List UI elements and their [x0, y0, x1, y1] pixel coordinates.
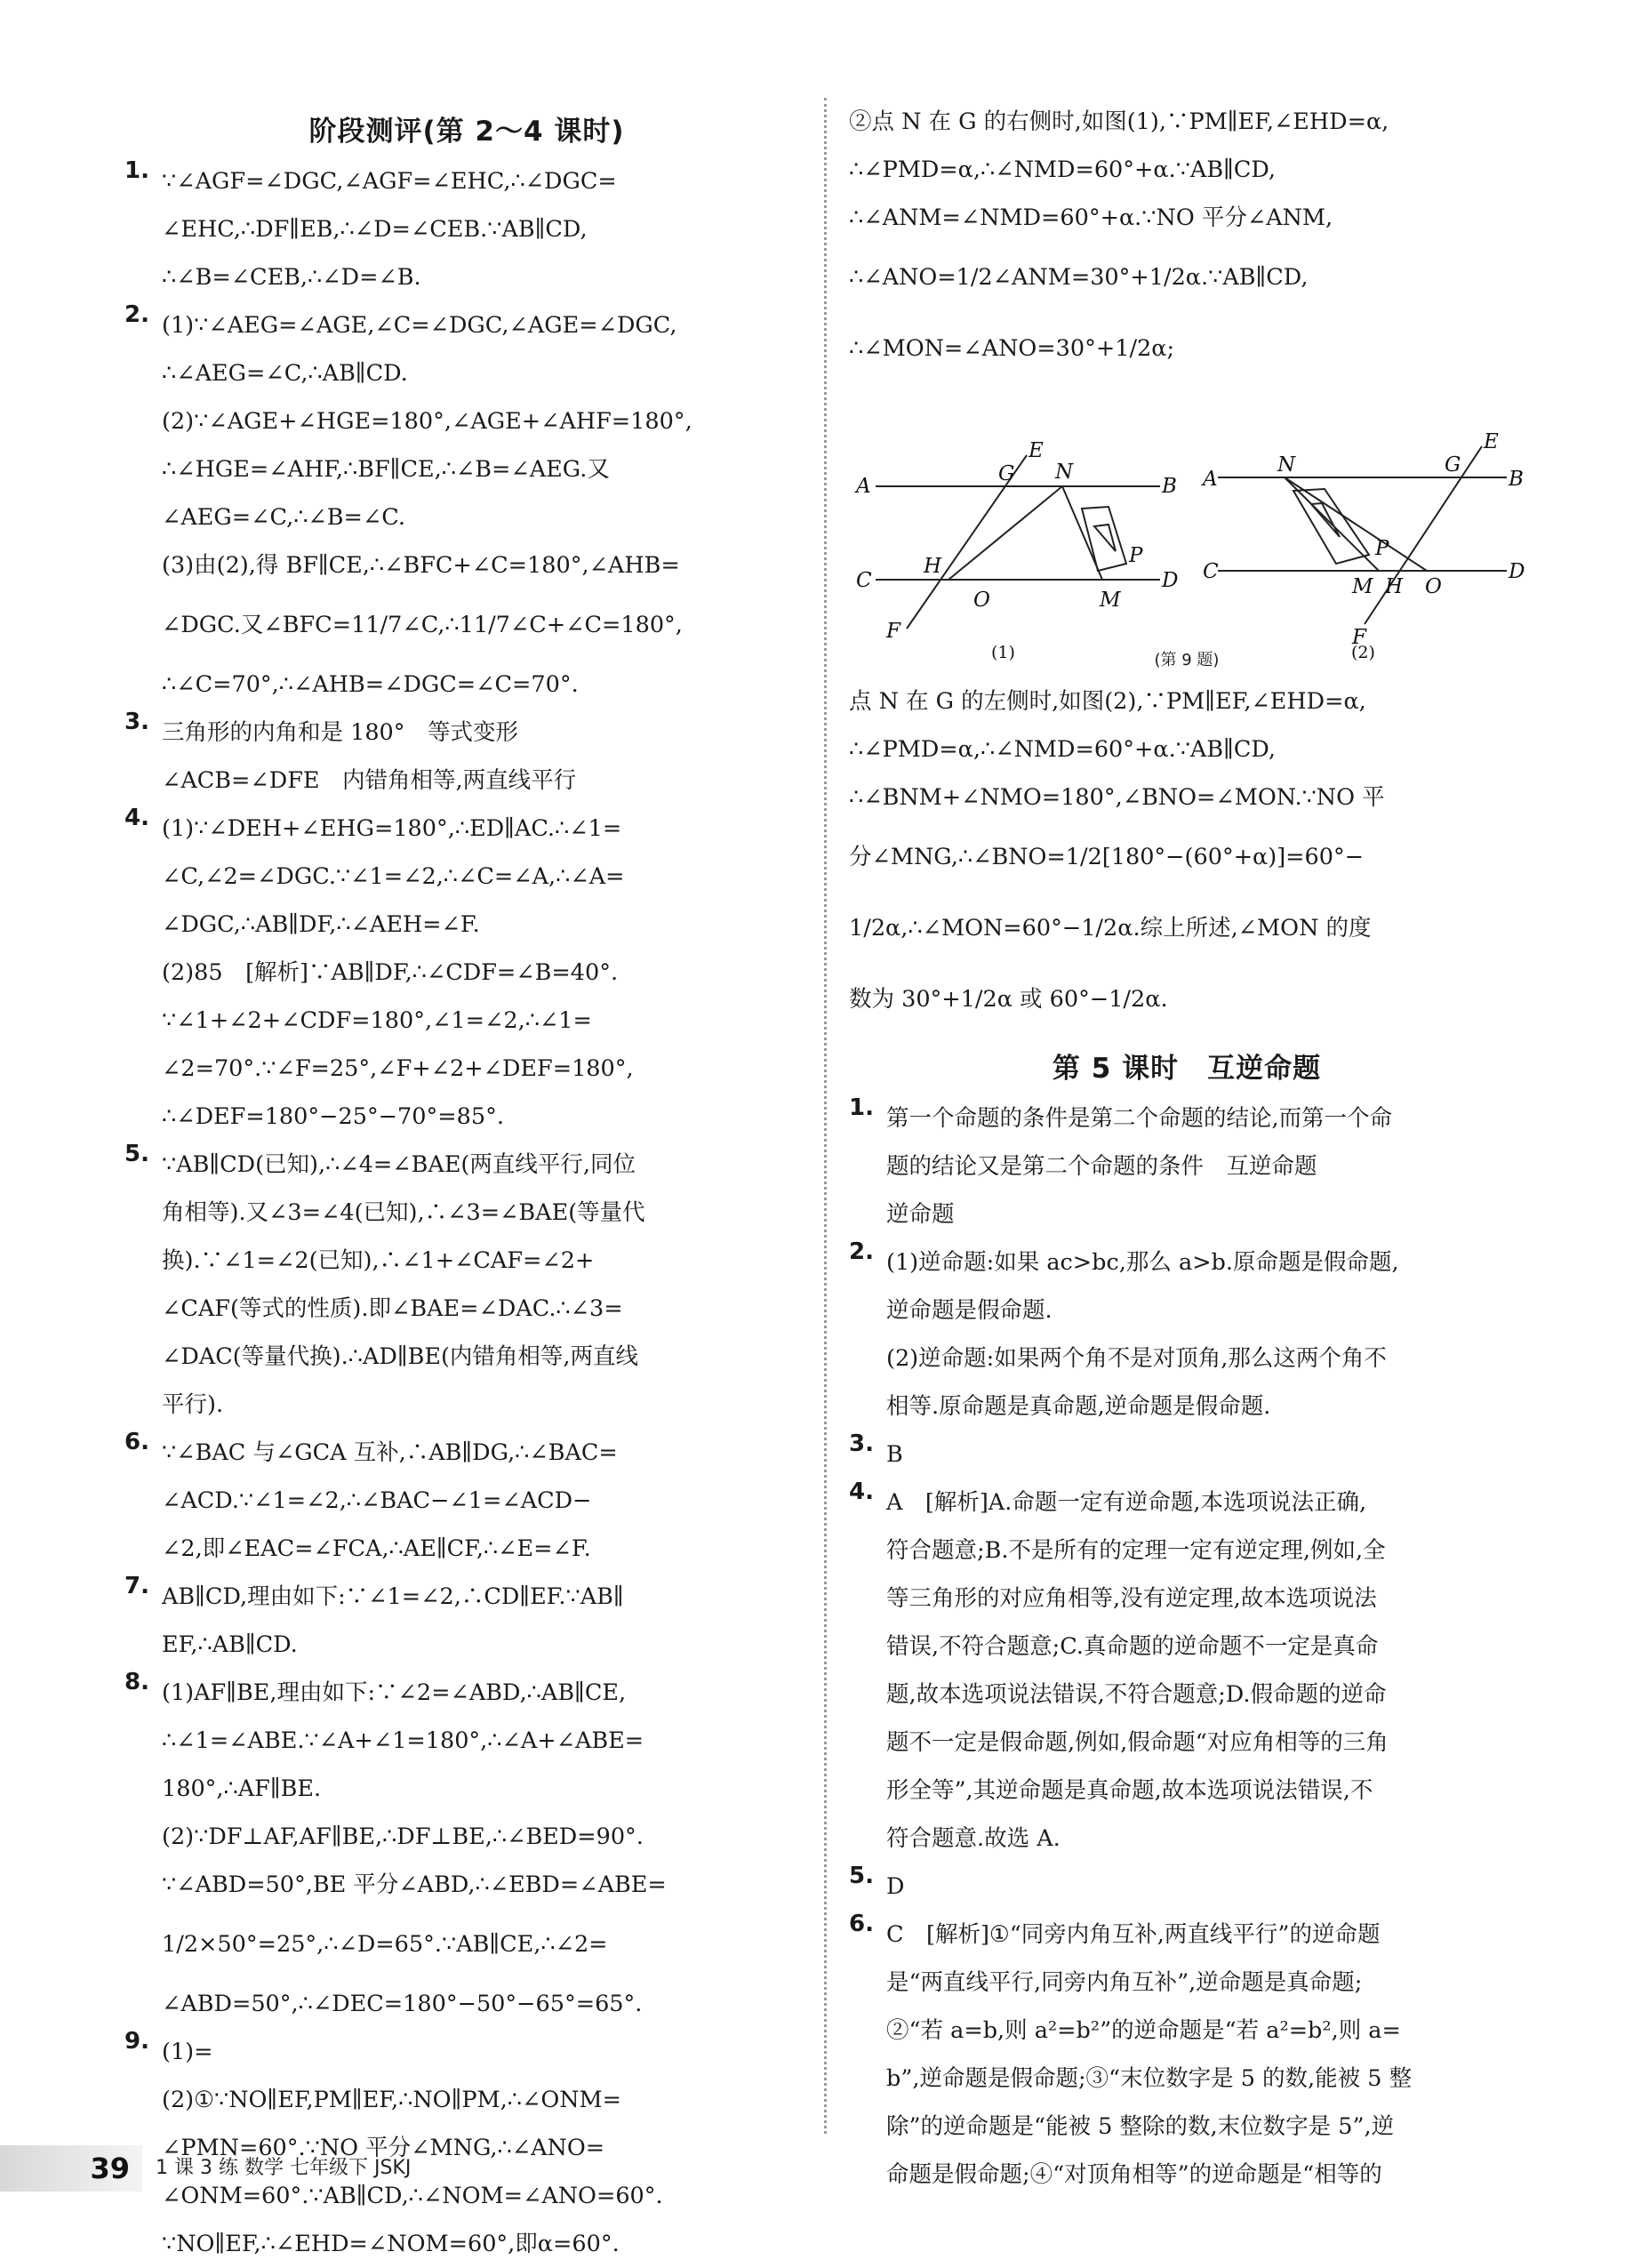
- answer-line: 题,故本选项说法错误,不符合题意;D.假命题的逆命: [886, 1681, 1387, 1708]
- right-column: [849, 98, 1525, 2199]
- fig1-point-label: H: [924, 555, 942, 578]
- answer-line: AB∥CD,理由如下:∵∠1=∠2,∴CD∥EF.∵AB∥: [162, 1583, 624, 1610]
- answer-number: 7.: [124, 1573, 149, 1599]
- fig2-point-label: E: [1484, 430, 1499, 453]
- answer-number: 6.: [849, 1911, 874, 1937]
- answer-item: [849, 1911, 1525, 2199]
- answer-number: 3.: [124, 709, 149, 735]
- answer-number: 8.: [124, 1669, 149, 1695]
- answer-line: 点 N 在 G 的左侧时,如图(2),∵PM∥EF,∠EHD=α,: [849, 688, 1366, 715]
- answer-line: ∠ACB=∠DFE 内错角相等,两直线平行: [162, 767, 577, 794]
- answer-line: (1)∵∠DEH+∠EHG=180°,∴ED∥AC.∴∠1=: [162, 815, 622, 842]
- fig2-label: (2): [1351, 643, 1375, 662]
- answer-item: [849, 1238, 1525, 1431]
- page-number: 39: [0, 2145, 142, 2192]
- answer-line: 逆命题: [886, 1201, 955, 1228]
- answer-line: 题不一定是假命题,例如,假命题“对应角相等的三角: [886, 1729, 1389, 1756]
- answer-line: ∴∠BNM+∠NMO=180°,∠BNO=∠MON.∵NO 平: [849, 784, 1385, 811]
- answer-number: 1.: [124, 157, 149, 184]
- answer-number: 9.: [124, 2028, 149, 2055]
- page-footer: [0, 2138, 622, 2200]
- answer-line: ∵AB∥CD(已知),∴∠4=∠BAE(两直线平行,同位: [162, 1151, 636, 1178]
- answer-line: 符合题意;B.不是所有的定理一定有逆定理,例如,全: [886, 1537, 1386, 1564]
- fig1-point-label: N: [1055, 461, 1074, 484]
- answer-item: [849, 1479, 1525, 1863]
- answer-line: 形全等”,其逆命题是真命题,故本选项说法错误,不: [886, 1777, 1373, 1804]
- left-answer-list: [124, 157, 809, 2268]
- fig1-point-label: E: [1029, 439, 1044, 462]
- fig2-point-label: M: [1352, 575, 1373, 598]
- line-no-2: [1285, 477, 1427, 571]
- answer-line: (2)∵∠AGE+∠HGE=180°,∠AGE+∠AHF=180°,: [162, 408, 692, 435]
- fig1-point-label: O: [973, 589, 990, 612]
- fig1-point-label: D: [1162, 569, 1179, 592]
- answer-number: 5.: [124, 1141, 149, 1167]
- answer-line: ∴∠ANO=1/2∠ANM=30°+1/2α.∵AB∥CD,: [849, 264, 1309, 291]
- answer-line: 逆命题是假命题.: [886, 1297, 1053, 1324]
- section-title-stage-test: 阶段测评(第 2～4 课时): [308, 116, 625, 148]
- answer-line: ∠C,∠2=∠DGC.∵∠1=∠2,∴∠C=∠A,∴∠A=: [162, 863, 625, 890]
- answer-line: 1/2×50°=25°,∴∠D=65°.∵AB∥CE,∴∠2=: [162, 1931, 608, 1958]
- answer-item: [124, 1141, 809, 1429]
- answer-line: ∴∠PMD=α,∴∠NMD=60°+α.∵AB∥CD,: [849, 736, 1277, 763]
- answer-line: 1/2α,∴∠MON=60°−1/2α.综上所述,∠MON 的度: [849, 915, 1372, 942]
- answer-item: [849, 1094, 1525, 1238]
- figure-q9: [849, 393, 1525, 669]
- answer-line: ∠PMN=60°.∵NO 平分∠MNG,∴∠ANO=: [162, 2135, 605, 2161]
- answer-item: [849, 1431, 1525, 1479]
- answer-item: [124, 301, 809, 709]
- answer-line: 平行).: [162, 1391, 224, 1418]
- answer-line: 角相等).又∠3=∠4(已知),∴∠3=∠BAE(等量代: [162, 1199, 645, 1226]
- fig1-point-label: A: [856, 475, 871, 498]
- fig1-point-label: F: [886, 620, 901, 643]
- answer-line: ∠DAC(等量代换).∴AD∥BE(内错角相等,两直线: [162, 1343, 639, 1370]
- answer-line: (2)85 [解析]∵AB∥DF,∴∠CDF=∠B=40°.: [162, 959, 619, 986]
- fig2-point-label: O: [1425, 575, 1442, 598]
- fig2-point-label: N: [1277, 453, 1296, 477]
- answer-number: 1.: [849, 1094, 874, 1121]
- fig1-point-label: B: [1162, 475, 1177, 498]
- answer-line: C [解析]①“同旁内角互补,两直线平行”的逆命题: [886, 1921, 1381, 1948]
- answer-line: ∠ACD.∵∠1=∠2,∴∠BAC−∠1=∠ACD−: [162, 1487, 592, 1514]
- answer-line: ∴∠HGE=∠AHF,∴BF∥CE,∴∠B=∠AEG.又: [162, 456, 610, 483]
- answer-line: ∠ONM=60°.∵AB∥CD,∴∠NOM=∠ANO=60°.: [162, 2183, 663, 2209]
- fig1-point-label: M: [1100, 589, 1121, 612]
- answer-line: ∠AEG=∠C,∴∠B=∠C.: [162, 504, 405, 531]
- answer-line: ∵NO∥EF,∴∠EHD=∠NOM=60°,即α=60°.: [162, 2231, 620, 2257]
- answer-number: 3.: [849, 1431, 874, 1457]
- answer-line: ∠ABD=50°,∴∠DEC=180°−50°−65°=65°.: [162, 1991, 643, 2017]
- answer-line: ∵∠AGF=∠DGC,∠AGF=∠EHC,∴∠DGC=: [162, 168, 617, 195]
- section-title-lesson-5: 第 5 课时 互逆命题: [1052, 1053, 1322, 1085]
- line-no-1: [949, 486, 1062, 580]
- answer-line: ∠2,即∠EAC=∠FCA,∴AE∥CF,∴∠E=∠F.: [162, 1535, 591, 1562]
- answer-item: [124, 709, 809, 805]
- answer-line: EF,∴AB∥CD.: [162, 1631, 298, 1658]
- answer-line: ∠EHC,∴DF∥EB,∴∠D=∠CEB.∵AB∥CD,: [162, 216, 588, 243]
- line-ef-2: [1365, 446, 1482, 624]
- column-divider: [824, 98, 827, 2134]
- answer-line: ∴∠DEF=180°−25°−70°=85°.: [162, 1103, 504, 1130]
- fig2-point-label: G: [1445, 453, 1461, 477]
- answer-line: ②“若 a=b,则 a²=b²”的逆命题是“若 a²=b²,则 a=: [886, 2017, 1401, 2044]
- answer-line: 三角形的内角和是 180° 等式变形: [162, 719, 519, 746]
- answer-line: ∠CAF(等式的性质).即∠BAE=∠DAC.∴∠3=: [162, 1295, 623, 1322]
- q9-continuation: [849, 98, 1525, 384]
- answer-item: [124, 805, 809, 1141]
- answer-number: 6.: [124, 1429, 149, 1455]
- answer-line: 题的结论又是第二个命题的条件 互逆命题: [886, 1153, 1317, 1180]
- answer-line: (2)①∵NO∥EF,PM∥EF,∴NO∥PM,∴∠ONM=: [162, 2087, 622, 2113]
- answer-line: ∠2=70°.∵∠F=25°,∠F+∠2+∠DEF=180°,: [162, 1055, 634, 1082]
- fig2-point-label: B: [1509, 468, 1524, 491]
- answer-line: 180°,∴AF∥BE.: [162, 1775, 322, 1802]
- figure-1-labels: [854, 439, 1178, 662]
- answer-line: A [解析]A.命题一定有逆命题,本选项说法正确,: [886, 1489, 1367, 1516]
- fig2-point-label: D: [1509, 560, 1525, 583]
- answer-number: 4.: [124, 805, 149, 831]
- answer-item: [124, 157, 809, 301]
- answer-line: 第一个命题的条件是第二个命题的结论,而第一个命: [886, 1105, 1393, 1132]
- answer-line: 数为 30°+1/2α 或 60°−1/2α.: [849, 986, 1168, 1013]
- fig2-point-label: H: [1385, 575, 1404, 598]
- figure-caption: (第 9 题): [1154, 651, 1220, 669]
- answer-line: D: [886, 1873, 905, 1900]
- answer-line: ∵∠ABD=50°,BE 平分∠ABD,∴∠EBD=∠ABE=: [162, 1871, 667, 1898]
- fig2-point-label: F: [1352, 626, 1366, 649]
- answer-line: (3)由(2),得 BF∥CE,∴∠BFC+∠C=180°,∠AHB=: [162, 552, 680, 579]
- answer-line: b”,逆命题是假命题;③“末位数字是 5 的数,能被 5 整: [886, 2065, 1413, 2092]
- answer-line: ∴∠AEG=∠C,∴AB∥CD.: [162, 360, 408, 387]
- answer-line: 等三角形的对应角相等,没有逆定理,故本选项说法: [886, 1585, 1377, 1612]
- fig1-label: (1): [991, 643, 1015, 662]
- answer-line: ∵∠BAC 与∠GCA 互补,∴AB∥DG,∴∠BAC=: [162, 1439, 618, 1466]
- answer-line: 换).∵∠1=∠2(已知),∴∠1+∠CAF=∠2+: [162, 1247, 595, 1274]
- right-answer-list: [849, 1094, 1525, 2199]
- answer-line: 分∠MNG,∴∠BNO=1/2[180°−(60°+α)]=60°−: [849, 844, 1365, 870]
- answer-line: ∴∠C=70°,∴∠AHB=∠DGC=∠C=70°.: [162, 671, 579, 698]
- answer-number: 2.: [124, 301, 149, 328]
- answer-line: (1)=: [162, 2039, 213, 2065]
- q9-conclusion: [849, 677, 1525, 1035]
- answer-line: ∴∠MON=∠ANO=30°+1/2α;: [849, 335, 1175, 362]
- answer-line: ∴∠1=∠ABE.∵∠A+∠1=180°,∴∠A+∠ABE=: [162, 1727, 644, 1754]
- fig2-point-label: P: [1375, 537, 1389, 560]
- answer-line: 符合题意.故选 A.: [886, 1825, 1061, 1852]
- left-column: [124, 98, 809, 2268]
- fig1-point-label: G: [998, 462, 1015, 485]
- answer-line: (1)AF∥BE,理由如下:∵∠2=∠ABD,∴AB∥CE,: [162, 1679, 627, 1706]
- answer-number: 5.: [849, 1863, 874, 1889]
- answer-line: 除”的逆命题是“能被 5 整除的数,末位数字是 5”,逆: [886, 2113, 1395, 2140]
- answer-line: B: [886, 1441, 903, 1468]
- set-square-hole-2: [1311, 503, 1340, 537]
- answer-line: 是“两直线平行,同旁内角互补”,逆命题是真命题;: [886, 1969, 1363, 1996]
- answer-line: (1)∵∠AEG=∠AGE,∠C=∠DGC,∠AGE=∠DGC,: [162, 312, 677, 339]
- answer-line: 错误,不符合题意;C.真命题的逆命题不一定是真命: [886, 1633, 1379, 1660]
- answer-line: ∠DGC,∴AB∥DF,∴∠AEH=∠F.: [162, 911, 480, 938]
- answer-line: 命题是假命题;④“对顶角相等”的逆命题是“相等的: [886, 2161, 1382, 2188]
- fig2-point-label: A: [1203, 468, 1218, 491]
- answer-number: 4.: [849, 1479, 874, 1505]
- fig1-point-label: P: [1129, 544, 1143, 567]
- answer-line: (2)逆命题:如果两个角不是对顶角,那么这两个角不: [886, 1345, 1387, 1372]
- fig1-point-label: C: [856, 569, 872, 592]
- answer-number: 2.: [849, 1238, 874, 1265]
- answer-item: [124, 1429, 809, 1573]
- book-title: 1 课 3 练 数学 七年级下 JSKJ: [156, 2157, 412, 2179]
- answer-line: ∴∠PMD=α,∴∠NMD=60°+α.∵AB∥CD,: [849, 156, 1277, 183]
- figure-q9-drawing: [849, 393, 1525, 669]
- answer-line: 相等.原命题是真命题,逆命题是假命题.: [886, 1393, 1271, 1420]
- answer-item: [124, 1573, 809, 1669]
- answer-line: ∵∠1+∠2+∠CDF=180°,∠1=∠2,∴∠1=: [162, 1007, 592, 1034]
- answer-line: ∴∠B=∠CEB,∴∠D=∠B.: [162, 264, 421, 291]
- answer-item: [849, 1863, 1525, 1911]
- answer-line: (2)∵DF⊥AF,AF∥BE,∴DF⊥BE,∴∠BED=90°.: [162, 1823, 644, 1850]
- answer-line: ∴∠ANM=∠NMD=60°+α.∵NO 平分∠ANM,: [849, 204, 1333, 231]
- fig2-point-label: C: [1203, 560, 1219, 583]
- answer-line: (1)逆命题:如果 ac>bc,那么 a>b.原命题是假命题,: [886, 1249, 1399, 1276]
- set-square-hole-1: [1094, 525, 1116, 551]
- answer-line: ②点 N 在 G 的右侧时,如图(1),∵PM∥EF,∠EHD=α,: [849, 108, 1389, 135]
- answer-line: ∠DGC.又∠BFC=11/7∠C,∴11/7∠C+∠C=180°,: [162, 612, 683, 638]
- answer-item: [124, 1669, 809, 2028]
